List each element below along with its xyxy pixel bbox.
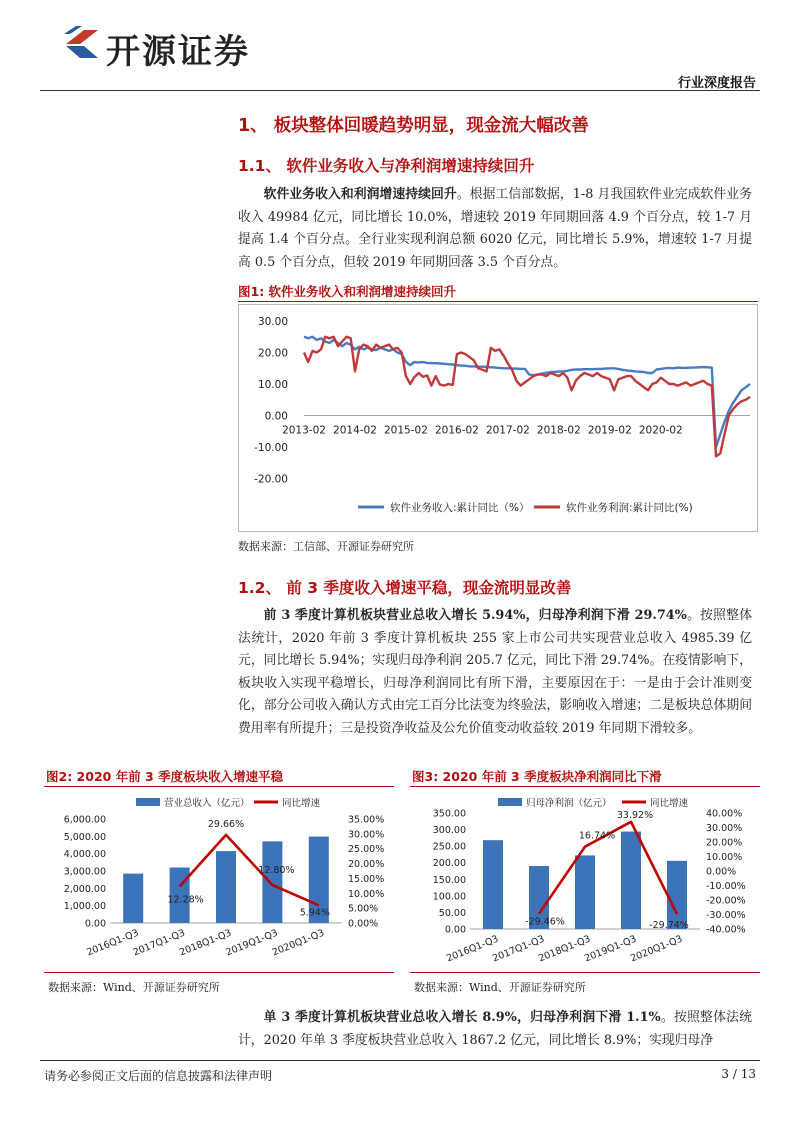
section-1-1-body: 。根据工信部数据，1-8 月我国软件业完成软件业务收入 49984 亿元，同比增长 10.0%，增速较 2019 年同期回落 4.9 个百分点，较 1-7 月提高 1.4 个百分点。全行业实现利润总额 6020 亿元，同比增长 5.9%，增速较 1-7 月提高 0.5 个百分点，但较 2019 年同期回落 3.5 个百分点。: [238, 187, 752, 270]
chart1-y-tick: 10.00: [257, 379, 288, 391]
c3-category-label: 2016Q1-Q3: [445, 933, 501, 965]
c3-right-tick: -30.00%: [706, 910, 746, 921]
c3-bar: [575, 855, 595, 929]
c3-data-label: 33.92%: [616, 809, 654, 821]
section-1-2-paragraph: [238, 605, 752, 740]
figure-3-source: 数据来源：Wind、开源证券研究所: [414, 981, 586, 994]
c2-left-tick: 3,000.00: [63, 866, 106, 878]
section-1-3-lead: 单 3 季度计算机板块营业总收入增长 8.9%，归母净利润下滑 1.1%: [263, 1010, 661, 1025]
c2-bar: [216, 851, 236, 923]
c2-category-label: 2019Q1-Q3: [224, 927, 280, 959]
c3-left-tick: 150.00: [432, 874, 466, 886]
c3-left-tick: 0.00: [444, 924, 466, 936]
figure-2-bottom-rule: [44, 972, 394, 973]
section-1-2-body: 。按照整体法统计，2020 年前 3 季度计算机板块 255 家上市公司共实现营业总收入 4985.39 亿元，同比增长 5.94%；实现归母净利润 205.7 亿元，同比下滑 29.74%。在疫情影响下，板块收入实现平稳增长，归母净利润同比有所下滑，主要原因在于：一是由于会计准则变化，部分公司收入确认方式由完工百分比法变为终验法，影响收入增速；二是板块总体期间费用率有所提升；三是投资净收益及公允价值变动收益较 2019 年同期下滑较多。: [238, 608, 752, 736]
chart1-legend-label-0: 软件业务收入:累计同比（%）: [390, 502, 530, 514]
chart1-x-tick: 2015-02: [384, 424, 428, 437]
chart1-series-line-1: [304, 337, 750, 457]
c2-right-tick: 35.00%: [348, 814, 385, 826]
figure-1-chart: [238, 304, 758, 532]
figure-2-source: 数据来源：Wind、开源证券研究所: [48, 981, 220, 994]
c2-data-label: 12.28%: [167, 894, 204, 906]
page-number: 3 / 13: [721, 1067, 756, 1081]
c2-data-label: 12.80%: [258, 864, 295, 876]
chart1-x-tick: 2013-02: [282, 424, 326, 437]
figure-3-bottom-rule: [410, 972, 760, 973]
brand-name: 开源证券: [106, 32, 250, 72]
section-1-2-lead: 前 3 季度计算机板块营业总收入增长 5.94%，归母净利润下滑 29.74%: [263, 608, 687, 623]
chart1-x-tick: 2020-02: [638, 424, 683, 437]
chart1-y-tick: 20.00: [257, 347, 288, 360]
c3-data-label: -29.46%: [525, 916, 565, 928]
c2-data-label: 29.66%: [207, 818, 245, 830]
c3-legend-line-label: 同比增速: [650, 798, 689, 809]
c2-legend-bar-swatch: [136, 798, 160, 806]
c3-left-tick: 50.00: [438, 907, 466, 919]
c3-right-tick: -40.00%: [706, 924, 746, 936]
chart1-y-tick: 30.00: [257, 316, 288, 328]
section-1-1-paragraph: [238, 184, 752, 274]
c3-bar: [667, 861, 687, 929]
c3-left-tick: 100.00: [432, 891, 466, 903]
chart1-x-tick: 2016-02: [434, 424, 479, 437]
figure-1-source: 数据来源：工信部、开源证券研究所: [238, 540, 414, 553]
c2-right-tick: 30.00%: [348, 829, 385, 841]
c2-left-tick: 1,000.00: [63, 901, 106, 913]
section-1-1-title: 1.1、 软件业务收入与净利润增速持续回升: [238, 157, 535, 175]
logo-mark-icon: [62, 22, 102, 66]
c3-right-tick: -20.00%: [706, 895, 746, 907]
c3-category-label: 2018Q1-Q3: [537, 933, 593, 965]
c3-bar: [621, 832, 641, 929]
c2-category-label: 2017Q1-Q3: [131, 927, 187, 959]
c3-left-tick: 200.00: [432, 858, 466, 870]
c3-right-tick: 20.00%: [706, 837, 743, 849]
chart1-y-tick: 0.00: [264, 410, 288, 423]
c2-data-label: 5.94%: [299, 907, 330, 919]
header-divider: [40, 90, 760, 91]
chart1-x-tick: 2014-02: [333, 424, 377, 437]
c2-category-label: 2020Q1-Q3: [270, 927, 326, 959]
chart1-y-tick: -20.00: [254, 473, 288, 486]
c2-right-tick: 25.00%: [348, 844, 385, 856]
c3-data-label: 16.74%: [578, 830, 616, 842]
c3-category-label: 2017Q1-Q3: [491, 933, 547, 965]
c2-right-tick: 20.00%: [348, 859, 385, 871]
c2-bar: [262, 841, 282, 923]
c3-left-tick: 350.00: [432, 808, 466, 820]
c3-right-tick: 0.00%: [706, 866, 737, 878]
c3-category-label: 2019Q1-Q3: [583, 933, 639, 965]
c2-legend-line-label: 同比增速: [282, 798, 321, 809]
c2-right-tick: 5.00%: [348, 903, 379, 915]
c2-category-label: 2018Q1-Q3: [178, 927, 234, 959]
c3-legend-bar-label: 归母净利润（亿元）: [526, 798, 612, 809]
c2-left-tick: 2,000.00: [63, 883, 106, 895]
c3-bar: [483, 840, 503, 929]
figure-2-caption: 图2: 2020 年前 3 季度板块收入增速平稳: [46, 769, 284, 784]
figure-3-caption: 图3: 2020 年前 3 季度板块净利润同比下滑: [412, 769, 662, 784]
c3-right-tick: 30.00%: [706, 823, 743, 834]
c3-category-label: 2020Q1-Q3: [629, 933, 685, 965]
c2-left-tick: 4,000.00: [63, 849, 106, 861]
c2-legend-bar-label: 营业总收入（亿元）: [164, 798, 250, 809]
figure-3-rule: [410, 786, 760, 787]
figure-1-rule: [238, 301, 758, 302]
chart1-legend-label-1: 软件业务利润:累计同比(%): [566, 502, 693, 514]
figure-2-rule: [44, 786, 394, 787]
figure-3-chart: [410, 789, 762, 971]
chart1-x-tick: 2019-02: [587, 424, 632, 437]
c3-right-tick: 10.00%: [706, 852, 743, 863]
c2-category-label: 2016Q1-Q3: [85, 927, 141, 959]
c2-left-tick: 6,000.00: [63, 814, 106, 826]
c2-left-tick: 0.00: [84, 918, 106, 930]
section-1-title: 1、 板块整体回暖趋势明显，现金流大幅改善: [238, 116, 589, 136]
section-1-3-body: 。按照整体法统计，2020 年单 3 季度板块营业总收入 1867.2 亿元，同比增长 8.9%；实现归母净: [238, 1010, 753, 1048]
c2-left-tick: 5,000.00: [63, 831, 106, 843]
c3-right-tick: 40.00%: [706, 808, 743, 820]
brand-logo: [62, 22, 312, 70]
c2-right-tick: 15.00%: [348, 873, 385, 885]
section-1-3-paragraph: [238, 1007, 752, 1052]
chart1-y-tick: -10.00: [254, 442, 288, 454]
section-1-2-title: 1.2、 前 3 季度收入增速平稳，现金流明显改善: [238, 579, 572, 597]
c3-data-label: -29.74%: [649, 920, 689, 932]
c3-right-tick: -10.00%: [706, 881, 746, 892]
figure-2-chart: [44, 789, 396, 971]
c2-right-tick: 10.00%: [348, 888, 385, 900]
c3-left-tick: 300.00: [432, 825, 466, 837]
chart1-x-tick: 2018-02: [536, 424, 581, 437]
footer-disclaimer: 请务必参阅正文后面的信息披露和法律声明: [44, 1069, 273, 1083]
figure-1-caption: 图1: 软件业务收入和利润增速持续回升: [238, 284, 457, 299]
report-type: 行业深度报告: [677, 76, 756, 91]
section-1-1-lead: 软件业务收入和利润增速持续回升: [263, 187, 457, 202]
c2-right-tick: 0.00%: [348, 918, 379, 930]
c2-bar: [123, 874, 143, 923]
c3-legend-bar-swatch: [498, 798, 522, 806]
c3-left-tick: 250.00: [432, 841, 466, 853]
chart1-x-tick: 2017-02: [485, 424, 530, 437]
footer-divider: [40, 1060, 760, 1061]
